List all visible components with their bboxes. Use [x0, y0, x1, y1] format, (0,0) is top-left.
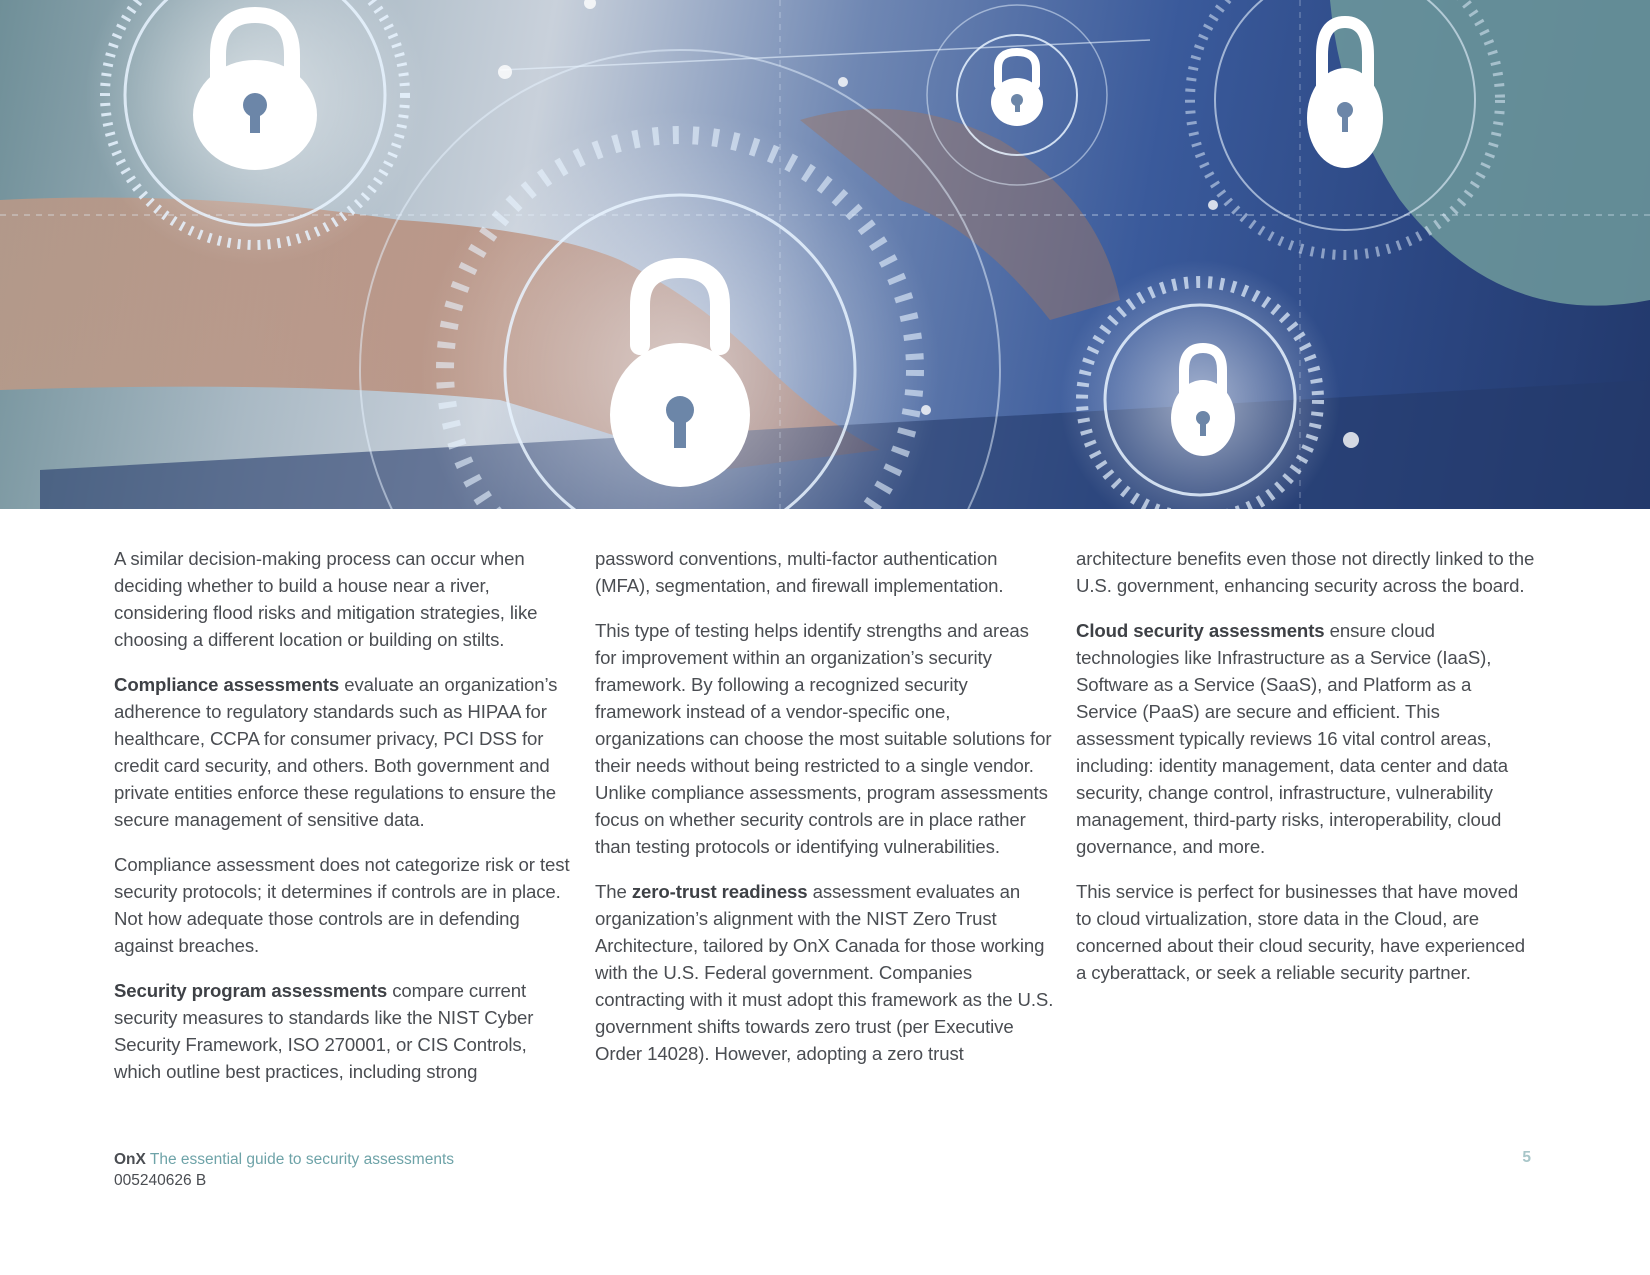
document-code: 005240626 B [114, 1172, 207, 1189]
paragraph-cloud-security-assessments [1076, 617, 1536, 860]
paragraph-text: ensure cloud technologies like Infrastructure as a Service (IaaS), Software as a Service (SaaS), and Platform as a Service (PaaS) are secure and efficient. This assessment typically reviews 16 vital control areas, including: identity management, data center and data security, change control, infrastructure, vulnerability management, third-party risks, interoperability, cloud governance, and more. [1076, 620, 1509, 857]
page-footer [114, 1149, 454, 1191]
paragraph-text: The [595, 881, 632, 902]
paragraph-text: compare current security measures to standards like the NIST Cyber Security Framework, ISO 270001, or CIS Controls, which outline best practices, including strong [114, 980, 534, 1082]
paragraph-river-analogy: A similar decision-making process can occur when deciding whether to build a house near a river, considering flood risks and mitigation strategies, like choosing a different location or building on stilts. [114, 548, 538, 650]
hero-image [0, 0, 1650, 509]
term-cloud-security-assessments: Cloud security assessments [1076, 620, 1325, 641]
paragraph-security-program-assessments [114, 977, 574, 1085]
paragraph-testing-benefits: This type of testing helps identify strengths and areas for improvement within an organization’s security framework. By following a recognized security framework instead of a vendor-specific one, organizations can choose the most suitable solutions for their needs without being restricted to a single vendor. Unlike compliance assessments, program assessments focus on whether security controls are in place rather than testing protocols or identifying vulnerabilities. [595, 620, 1052, 857]
paragraph-compliance-assessments [114, 671, 574, 833]
paragraph-compliance-scope: Compliance assessment does not categorize risk or test security protocols; it determines if controls are in place. Not how adequate those controls are in defending against breaches. [114, 854, 570, 956]
footer-title [114, 1149, 454, 1170]
paragraph-text: assessment evaluates an organization’s alignment with the NIST Zero Trust Architecture, tailored by OnX Canada for those working with the U.S. Federal government. Companies contracting with it must adopt this framework as the U.S. government shifts towards zero trust (per Executive Order 14028). However, adopting a zero trust [595, 881, 1054, 1064]
padlock-illustration [0, 0, 1650, 509]
paragraph-password-conventions: password conventions, multi-factor authentication (MFA), segmentation, and firewall implementation. [595, 548, 1004, 596]
page-number: 5 [1522, 1149, 1531, 1166]
paragraph-text: evaluate an organization’s adherence to regulatory standards such as HIPAA for healthcare, CCPA for consumer privacy, PCI DSS for credit card security, and others. Both government and private entities enforce these regulations to ensure the secure management of sensitive data. [114, 674, 558, 830]
brand-name: OnX [114, 1151, 146, 1168]
paragraph-cloud-service-audience: This service is perfect for businesses that have moved to cloud virtualization, store data in the Cloud, are concerned about their cloud security, have experienced a cyberattack, or seek a reliable security partner. [1076, 881, 1526, 983]
term-zero-trust-readiness: zero-trust readiness [631, 881, 808, 902]
column-left [114, 545, 574, 1103]
paragraph-zero-trust-benefits: architecture benefits even those not directly linked to the U.S. government, enhancing security across the board. [1076, 548, 1535, 596]
paragraph-zero-trust-readiness [595, 878, 1055, 1067]
column-right [1076, 545, 1536, 1004]
column-middle [595, 545, 1055, 1085]
term-security-program-assessments: Security program assessments [114, 980, 388, 1001]
term-compliance-assessments: Compliance assessments [114, 674, 340, 695]
guide-title: The essential guide to security assessments [145, 1151, 455, 1168]
